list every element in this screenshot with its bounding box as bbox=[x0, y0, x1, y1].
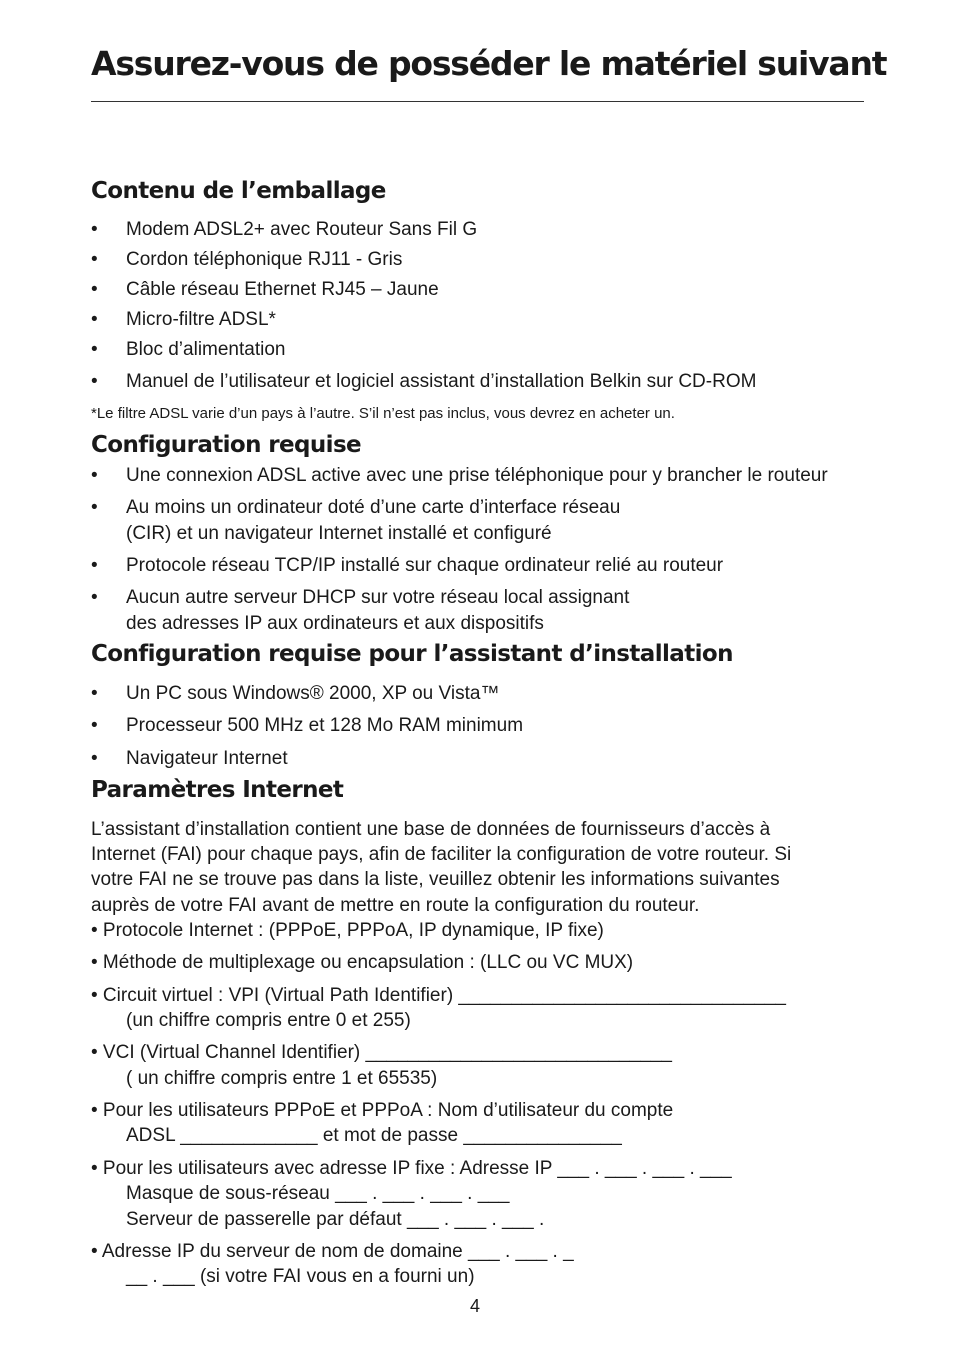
bullet: • bbox=[91, 309, 98, 330]
list-item-text: Au moins un ordinateur doté d’une carte d’interface réseau bbox=[126, 497, 621, 518]
param-line: • Pour les utilisateurs avec adresse IP fixe : Adresse IP ___ . ___ . ___ . ___ bbox=[91, 1158, 732, 1179]
list-item-text: Micro-filtre ADSL* bbox=[126, 309, 276, 330]
param-line: __ . ___ (si votre FAI vous en a fourni un) bbox=[126, 1266, 475, 1287]
list-item-text: Aucun autre serveur DHCP sur votre réseau local assignant bbox=[126, 587, 630, 608]
paragraph-line: Internet (FAI) pour chaque pays, afin de faciliter la configuration de votre routeur. Si bbox=[91, 844, 792, 865]
list-item-text: (CIR) et un navigateur Internet installé et configuré bbox=[126, 523, 552, 544]
bullet: • bbox=[91, 748, 98, 769]
paragraph-line: votre FAI ne se trouve pas dans la liste, veuillez obtenir les informations suivantes bbox=[91, 869, 780, 890]
param-line: • Protocole Internet : (PPPoE, PPPoA, IP dynamique, IP fixe) bbox=[91, 920, 604, 941]
footnote: *Le filtre ADSL varie d’un pays à l’autre. S’il n’est pas inclus, vous devrez en acheter un. bbox=[91, 405, 675, 422]
list-item-text: Cordon téléphonique RJ11 - Gris bbox=[126, 249, 403, 270]
bullet: • bbox=[91, 371, 98, 392]
list-item-text: Bloc d’alimentation bbox=[126, 339, 286, 360]
bullet: • bbox=[91, 497, 98, 518]
list-item-text: Modem ADSL2+ avec Routeur Sans Fil G bbox=[126, 219, 478, 240]
bullet: • bbox=[91, 555, 98, 576]
bullet: • bbox=[91, 339, 98, 360]
list-item-text: Câble réseau Ethernet RJ45 – Jaune bbox=[126, 279, 439, 300]
list-item-text: des adresses IP aux ordinateurs et aux dispositifs bbox=[126, 613, 544, 634]
param-line: • Méthode de multiplexage ou encapsulation : (LLC ou VC MUX) bbox=[91, 952, 634, 973]
param-line: Masque de sous-réseau ___ . ___ . ___ . ___ bbox=[126, 1183, 510, 1204]
paragraph-line: auprès de votre FAI avant de mettre en route la configuration du routeur. bbox=[91, 895, 700, 916]
list-item-text: Manuel de l’utilisateur et logiciel assistant d’installation Belkin sur CD-ROM bbox=[126, 371, 757, 392]
page-title: Assurez-vous de posséder le matériel suivant bbox=[91, 44, 887, 83]
list-item-text: Navigateur Internet bbox=[126, 748, 288, 769]
title-rule bbox=[91, 101, 864, 102]
list-item-text: Processeur 500 MHz et 128 Mo RAM minimum bbox=[126, 715, 524, 736]
heading-contenu: Contenu de l’emballage bbox=[91, 178, 386, 204]
param-line: (un chiffre compris entre 0 et 255) bbox=[126, 1010, 411, 1031]
page-number: 4 bbox=[470, 1296, 481, 1316]
bullet: • bbox=[91, 279, 98, 300]
paragraph-line: L’assistant d’installation contient une base de données de fournisseurs d’accès à bbox=[91, 819, 771, 840]
bullet: • bbox=[91, 219, 98, 240]
heading-assistant: Configuration requise pour l’assistant d’installation bbox=[91, 641, 733, 667]
param-line: ADSL _____________ et mot de passe _______________ bbox=[126, 1125, 622, 1146]
bullet: • bbox=[91, 683, 98, 704]
list-item-text: Une connexion ADSL active avec une prise téléphonique pour y brancher le routeur bbox=[126, 465, 828, 486]
bullet: • bbox=[91, 715, 98, 736]
param-line: • Pour les utilisateurs PPPoE et PPPoA : Nom d’utilisateur du compte bbox=[91, 1100, 674, 1121]
bullet: • bbox=[91, 587, 98, 608]
heading-internet: Paramètres Internet bbox=[91, 777, 344, 803]
bullet: • bbox=[91, 465, 98, 486]
param-line: • Circuit virtuel : VPI (Virtual Path Identifier) _______________________________ bbox=[91, 985, 787, 1006]
list-item-text: Protocole réseau TCP/IP installé sur chaque ordinateur relié au routeur bbox=[126, 555, 724, 576]
param-line: • VCI (Virtual Channel Identifier) _____________________________ bbox=[91, 1042, 672, 1063]
bullet: • bbox=[91, 249, 98, 270]
heading-config: Configuration requise bbox=[91, 432, 362, 458]
param-line: ( un chiffre compris entre 1 et 65535) bbox=[126, 1068, 438, 1089]
param-line: Serveur de passerelle par défaut ___ . ___ . ___ . bbox=[126, 1209, 545, 1230]
list-item-text: Un PC sous Windows® 2000, XP ou Vista™ bbox=[126, 683, 500, 704]
param-line: • Adresse IP du serveur de nom de domaine ___ . ___ . _ bbox=[91, 1241, 574, 1262]
